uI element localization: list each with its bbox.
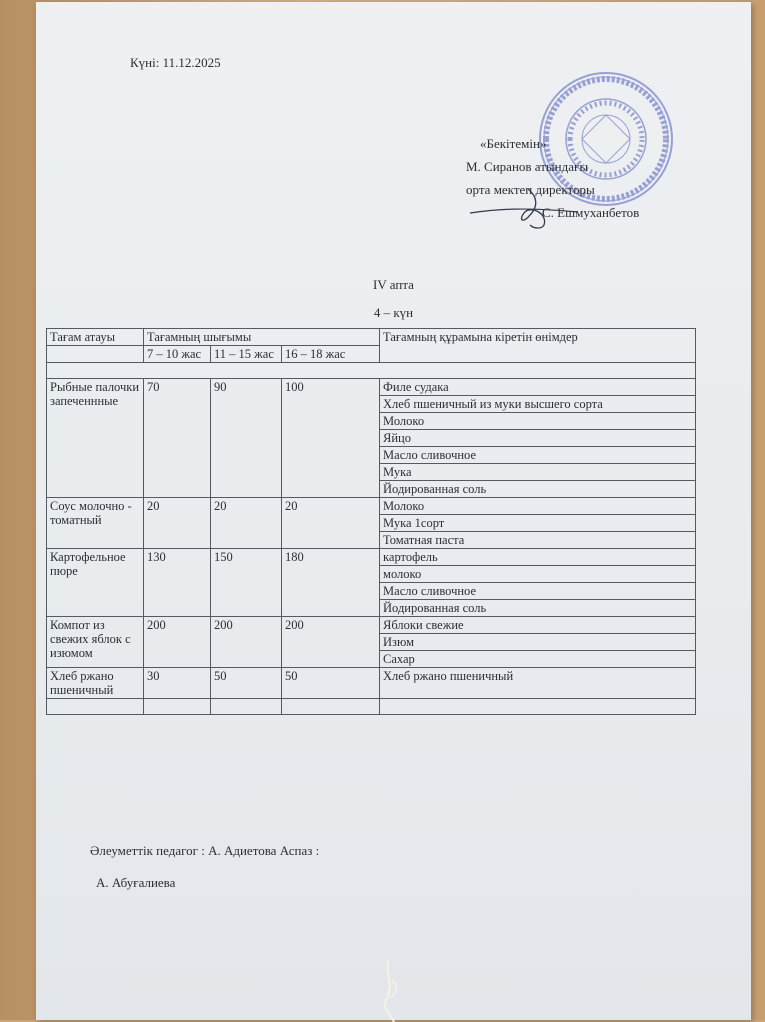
header-output: Тағамның шығымы bbox=[144, 329, 380, 346]
table-row bbox=[47, 379, 696, 396]
product-item: Молоко bbox=[380, 413, 696, 430]
product-item: картофель bbox=[380, 549, 696, 566]
output-age-2: 50 bbox=[211, 668, 282, 699]
product-item: Мука bbox=[380, 464, 696, 481]
signature-icon bbox=[468, 185, 583, 235]
dish-name: Картофельное пюре bbox=[47, 549, 144, 617]
output-age-1: 200 bbox=[144, 617, 211, 668]
empty-cell bbox=[211, 699, 282, 715]
dish-name: Соус молочно - томатный bbox=[47, 498, 144, 549]
product-item: Хлеб пшеничный из муки высшего сорта bbox=[380, 396, 696, 413]
product-item: Томатная паста bbox=[380, 532, 696, 549]
product-item: Хлеб ржано пшеничный bbox=[380, 668, 696, 699]
footer-cook-name: А. Абуғалиева bbox=[96, 875, 176, 890]
spacer-cell bbox=[47, 363, 696, 379]
output-age-2: 200 bbox=[211, 617, 282, 668]
output-age-2: 90 bbox=[211, 379, 282, 498]
output-age-1: 130 bbox=[144, 549, 211, 617]
approval-director-name: С. Ешмуханбетов bbox=[542, 205, 640, 220]
product-item: Масло сливочное bbox=[380, 447, 696, 464]
output-age-3: 100 bbox=[282, 379, 380, 498]
header-age-3: 16 – 18 жас bbox=[282, 346, 380, 363]
menu-table bbox=[46, 328, 696, 715]
product-item: Йодированная соль bbox=[380, 481, 696, 498]
day-label: 4 – күн bbox=[373, 305, 414, 320]
table-row bbox=[47, 668, 696, 699]
product-item: Масло сливочное bbox=[380, 583, 696, 600]
table-empty-row bbox=[47, 699, 696, 715]
header-blank bbox=[47, 346, 144, 363]
product-item: Изюм bbox=[380, 634, 696, 651]
approval-position: орта мектеп директоры bbox=[466, 182, 595, 197]
product-item: Сахар bbox=[380, 651, 696, 668]
table-row bbox=[47, 549, 696, 566]
output-age-2: 20 bbox=[211, 498, 282, 549]
table-spacer-row bbox=[47, 363, 696, 379]
output-age-3: 20 bbox=[282, 498, 380, 549]
document-date: Күні: 11.12.2025 bbox=[130, 55, 221, 70]
output-age-1: 30 bbox=[144, 668, 211, 699]
product-item: Яблоки свежие bbox=[380, 617, 696, 634]
output-age-3: 50 bbox=[282, 668, 380, 699]
product-item: Мука 1сорт bbox=[380, 515, 696, 532]
product-item: молоко bbox=[380, 566, 696, 583]
dish-name: Компот из свежих яблок с изюмом bbox=[47, 617, 144, 668]
header-age-1: 7 – 10 жас bbox=[144, 346, 211, 363]
dish-name: Хлеб ржано пшеничный bbox=[47, 668, 144, 699]
product-item: Филе судака bbox=[380, 379, 696, 396]
table-row bbox=[47, 617, 696, 634]
empty-cell bbox=[144, 699, 211, 715]
product-item: Йодированная соль bbox=[380, 600, 696, 617]
header-dish: Тағам атауы bbox=[47, 329, 144, 346]
output-age-2: 150 bbox=[211, 549, 282, 617]
empty-cell bbox=[47, 699, 144, 715]
product-item: Молоко bbox=[380, 498, 696, 515]
approval-heading: «Бекітемін» bbox=[480, 136, 547, 151]
footer-signatories: Әлеуметтік педагог : А. Адиетова Аспаз : bbox=[90, 843, 320, 858]
dish-name: Рыбные палочки запеченнные bbox=[47, 379, 144, 498]
table-header-row bbox=[47, 329, 696, 346]
product-item: Яйцо bbox=[380, 430, 696, 447]
header-age-2: 11 – 15 жас bbox=[211, 346, 282, 363]
table-row bbox=[47, 498, 696, 515]
approval-school: М. Сиранов атындағы bbox=[466, 159, 589, 174]
menu-document bbox=[36, 2, 751, 1020]
header-products: Тағамның құрамына кіретін өнімдер bbox=[380, 329, 696, 363]
output-age-1: 20 bbox=[144, 498, 211, 549]
empty-cell bbox=[380, 699, 696, 715]
output-age-3: 200 bbox=[282, 617, 380, 668]
binding-string-icon bbox=[372, 960, 412, 1022]
week-label: IV апта bbox=[373, 277, 414, 292]
output-age-1: 70 bbox=[144, 379, 211, 498]
empty-cell bbox=[282, 699, 380, 715]
output-age-3: 180 bbox=[282, 549, 380, 617]
